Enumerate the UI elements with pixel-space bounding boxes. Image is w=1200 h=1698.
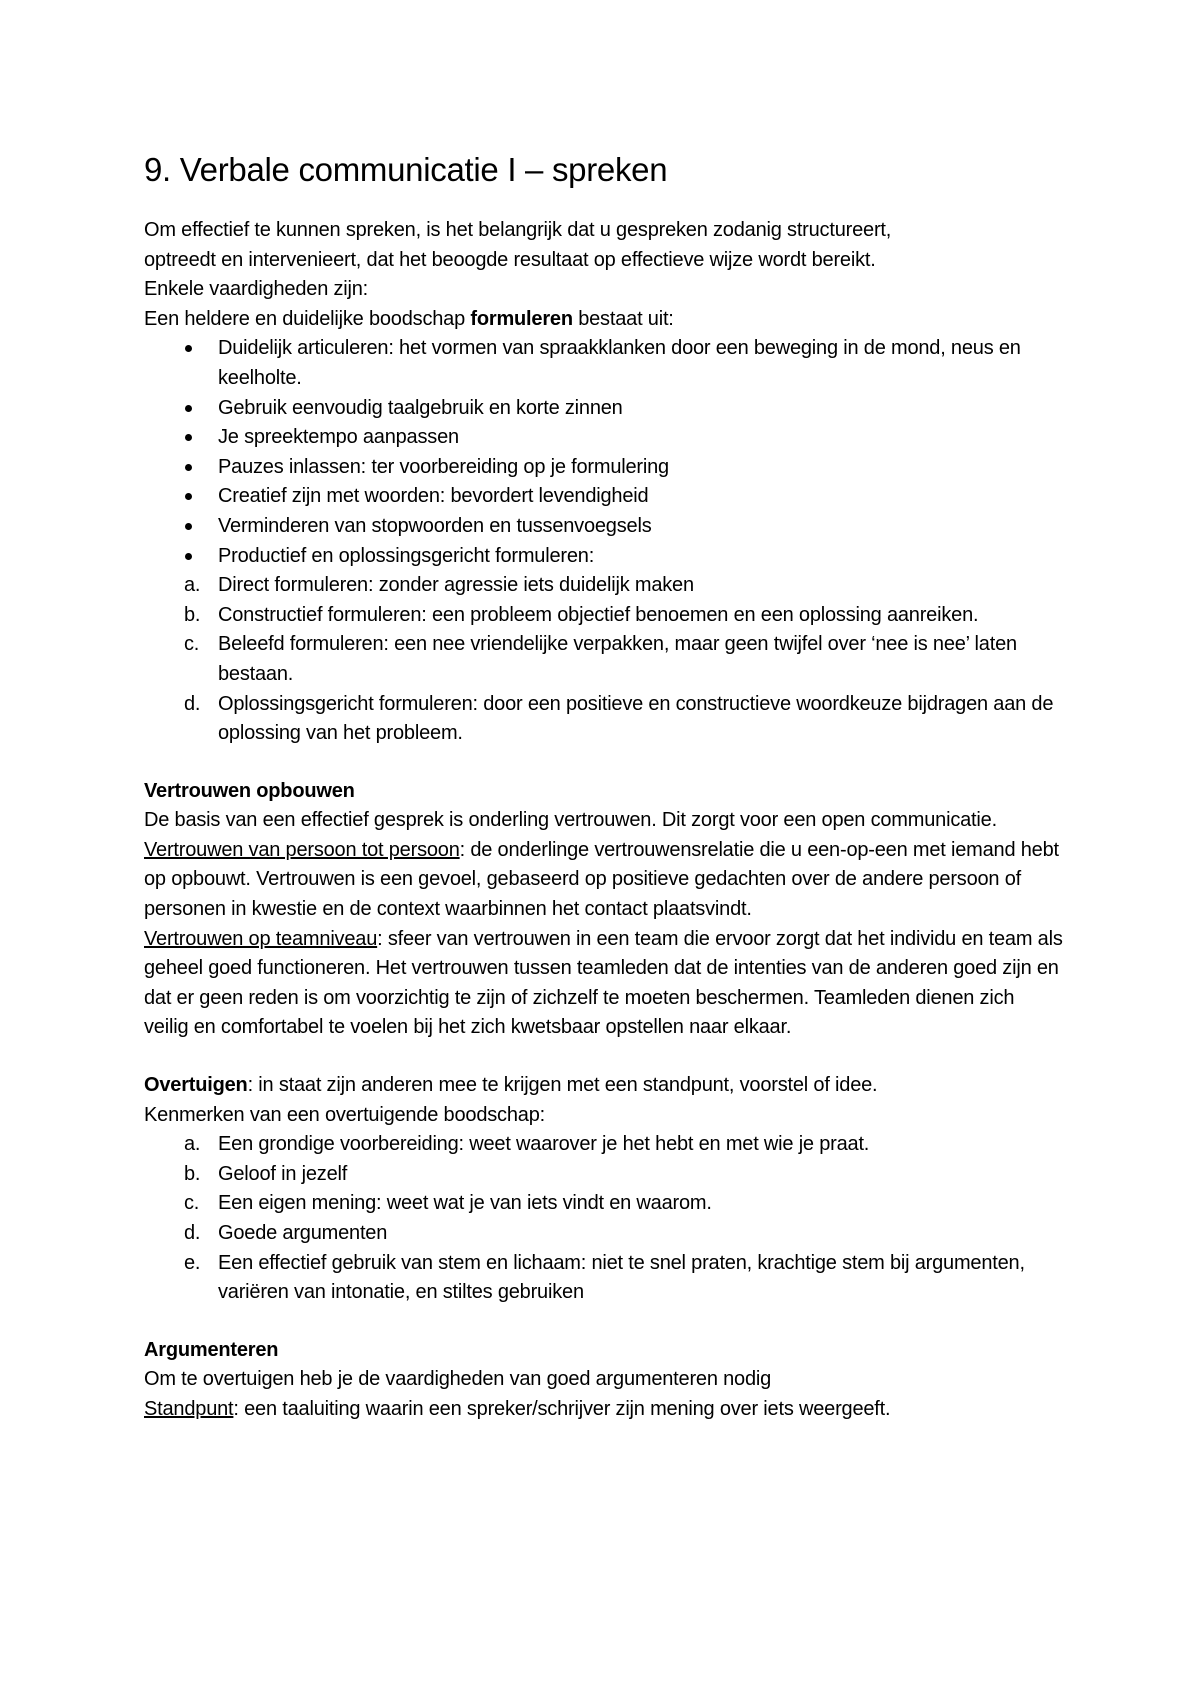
overtuigen-list xyxy=(144,1130,1064,1308)
intro-line: optreedt en intervenieert, dat het beoogde resultaat op effectieve wijze wordt bereikt. xyxy=(144,248,876,271)
list-item-text: Direct formuleren: zonder agressie iets duidelijk maken xyxy=(218,574,694,597)
underlined-term: Vertrouwen op teamniveau xyxy=(144,927,378,950)
list-marker: b. xyxy=(184,603,201,626)
list-marker: c. xyxy=(184,633,200,656)
text-run: : een taaluiting waarin een spreker/schrijver zijn mening over iets weergeeft. xyxy=(233,1397,891,1420)
bullet-item: Gebruik eenvoudig taalgebruik en korte zinnen xyxy=(144,394,1064,424)
skills-bullet-list xyxy=(144,334,1064,571)
formuleren-types-list xyxy=(144,571,1064,749)
bullet-item: Je spreektempo aanpassen xyxy=(144,423,1064,453)
document-content xyxy=(144,148,1064,1425)
list-item xyxy=(144,1219,1064,1249)
bullet-item: Pauzes inlassen: ter voorbereiding op je formulering xyxy=(144,453,1064,483)
list-item-text: Beleefd formuleren: een nee vriendelijke verpakken, maar geen twijfel over ‘nee is nee’ laten bestaan. xyxy=(218,633,1017,685)
text-run: Een heldere en duidelijke boodschap xyxy=(144,307,471,330)
bullet-item: Productief en oplossingsgericht formuleren: xyxy=(144,542,1064,572)
paragraph xyxy=(144,1071,1064,1101)
list-item xyxy=(144,630,1064,689)
list-item-text: Een effectief gebruik van stem en lichaam: niet te snel praten, krachtige stem bij argumenten, variëren van intonatie, en stiltes gebruiken xyxy=(218,1251,1025,1304)
paragraph: Om te overtuigen heb je de vaardigheden van goed argumenteren nodig xyxy=(144,1368,772,1391)
bullet-item: Duidelijk articuleren: het vormen van spraakklanken door een beweging in de mond, neus en keelholte. xyxy=(144,334,1064,393)
list-marker: c. xyxy=(184,1192,200,1215)
argumenteren-section xyxy=(144,1336,1064,1425)
underlined-term: Vertrouwen van persoon tot persoon xyxy=(144,838,460,861)
list-item xyxy=(144,1189,1064,1219)
list-marker: a. xyxy=(184,1133,201,1156)
intro-section xyxy=(144,216,1064,334)
list-marker: b. xyxy=(184,1162,201,1185)
list-item-text: Goede argumenten xyxy=(218,1222,388,1244)
vertrouwen-section xyxy=(144,777,1064,1043)
spacer xyxy=(144,1308,1064,1336)
list-item xyxy=(144,1130,1064,1160)
list-item xyxy=(144,690,1064,749)
intro-line: Enkele vaardigheden zijn: xyxy=(144,278,369,301)
formuleren-intro xyxy=(144,305,1064,335)
bold-term: Overtuigen xyxy=(144,1074,248,1097)
list-item-text: Constructief formuleren: een probleem objectief benoemen en een oplossing aanreiken. xyxy=(218,603,979,626)
bullet-item: Verminderen van stopwoorden en tussenvoegsels xyxy=(144,512,1064,542)
spacer xyxy=(144,749,1064,777)
text-run: : in staat zijn anderen mee te krijgen met een standpunt, voorstel of idee. xyxy=(247,1074,878,1097)
section-heading: Vertrouwen opbouwen xyxy=(144,779,355,802)
list-item xyxy=(144,571,1064,601)
spacer xyxy=(144,1043,1064,1071)
paragraph: Kenmerken van een overtuigende boodschap: xyxy=(144,1103,545,1126)
paragraph: De basis van een effectief gesprek is onderling vertrouwen. Dit zorgt voor een open communicatie. xyxy=(144,809,997,832)
text-run: bestaat uit: xyxy=(572,307,674,330)
overtuigen-section xyxy=(144,1071,1064,1308)
paragraph xyxy=(144,925,1064,1043)
intro-line: Om effectief te kunnen spreken, is het belangrijk dat u gespreken zodanig structureert, xyxy=(144,219,892,241)
paragraph xyxy=(144,836,1064,925)
list-item-text: Geloof in jezelf xyxy=(218,1162,348,1185)
list-marker: e. xyxy=(184,1251,201,1274)
list-marker: d. xyxy=(184,1222,201,1244)
page-title: 9. Verbale communicatie I – spreken xyxy=(144,151,668,188)
bullet-item: Creatief zijn met woorden: bevordert levendigheid xyxy=(144,482,1064,512)
list-item-text: Een eigen mening: weet wat je van iets vindt en waarom. xyxy=(218,1192,712,1215)
text-run: : de onderlinge vertrouwensrelatie die u een-op-een met iemand hebt op opbouwt. Vertrouwen is een gevoel, gebaseerd op positieve gedachten over de andere persoon of personen in kwestie en de context waarbinnen het contact plaatsvindt. xyxy=(144,838,1059,921)
list-item xyxy=(144,1249,1064,1308)
list-marker: d. xyxy=(184,692,201,715)
list-item-text: Een grondige voorbereiding: weet waarover je het hebt en met wie je praat. xyxy=(218,1133,870,1156)
section-heading: Argumenteren xyxy=(144,1338,279,1361)
list-item xyxy=(144,1160,1064,1190)
list-marker: a. xyxy=(184,574,201,597)
bold-term: formuleren xyxy=(470,307,573,330)
list-item xyxy=(144,601,1064,631)
text-run: : sfeer van vertrouwen in een team die ervoor zorgt dat het individu en team als geheel goed functioneren. Het vertrouwen tussen teamleden dat de intenties van de anderen goed zijn en dat er geen reden is om voorzichtig te zijn of zichzelf te moeten beschermen. Teamleden dienen zich veilig en comfortabel te voelen bij het zich kwetsbaar opstellen naar elkaar. xyxy=(144,927,1063,1039)
list-item-text: Oplossingsgericht formuleren: door een positieve en constructieve woordkeuze bijdragen aan de oplossing van het probleem. xyxy=(218,692,1054,745)
underlined-term: Standpunt xyxy=(144,1397,234,1420)
paragraph xyxy=(144,1395,1064,1425)
